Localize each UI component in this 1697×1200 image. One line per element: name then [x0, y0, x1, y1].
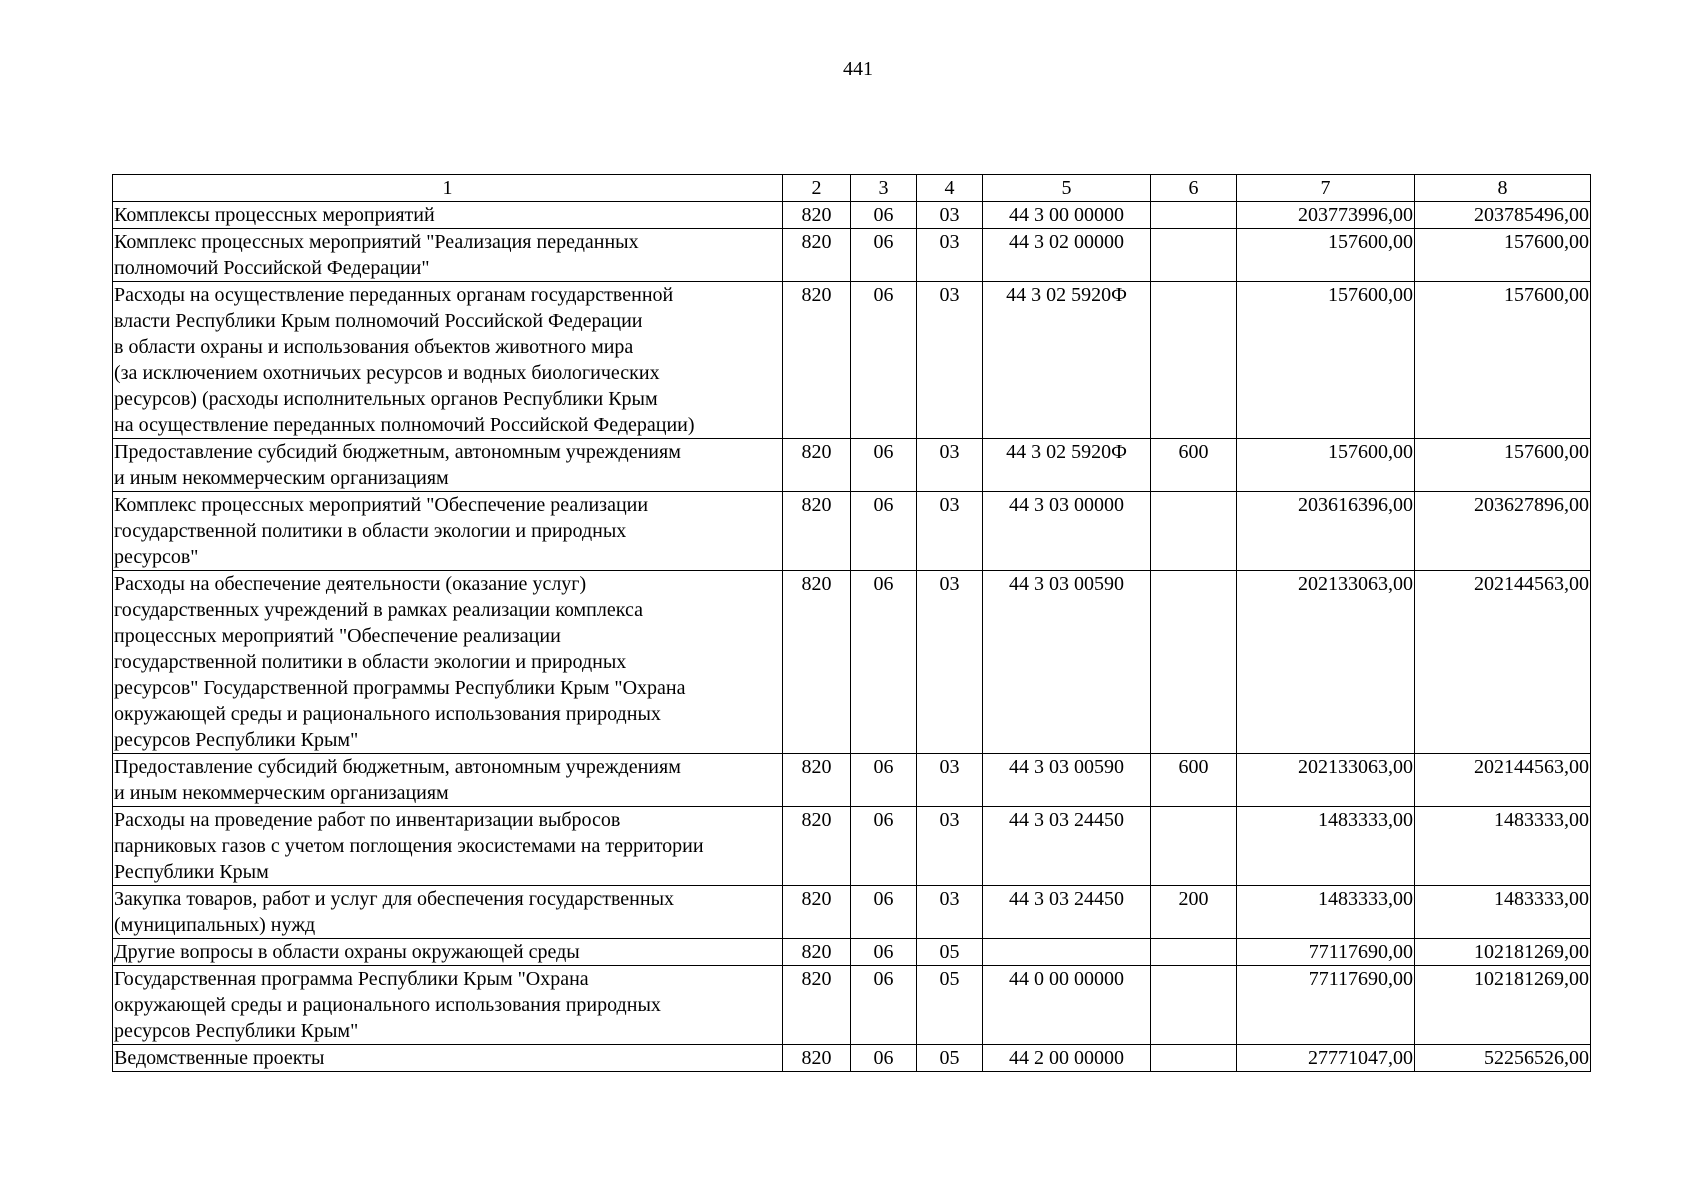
cell-name-line: в области охраны и использования объектов животного мира: [114, 336, 634, 358]
cell-code-4: 03: [917, 754, 983, 807]
cell-amount-8: 102181269,00: [1415, 939, 1591, 966]
cell-code-5: 44 3 00 00000: [983, 202, 1151, 229]
cell-name-line: Государственная программа Республики Крым "Охрана: [114, 968, 589, 990]
cell-name-line: и иным некоммерческим организациям: [114, 467, 449, 489]
cell-name: [113, 939, 783, 966]
page-number: 441: [843, 58, 873, 80]
column-header: 2: [783, 175, 851, 202]
cell-code-5: 44 3 02 5920Ф: [983, 282, 1151, 439]
cell-code-6: [1151, 492, 1237, 571]
cell-name-line: (за исключением охотничьих ресурсов и водных биологических: [114, 362, 660, 384]
cell-code-2: 820: [783, 571, 851, 754]
cell-code-5: 44 3 03 24450: [983, 807, 1151, 886]
cell-code-4: 03: [917, 571, 983, 754]
cell-name-line: Другие вопросы в области охраны окружающей среды: [114, 941, 580, 963]
cell-amount-8: 102181269,00: [1415, 966, 1591, 1045]
cell-code-2: 820: [783, 886, 851, 939]
cell-amount-8: 1483333,00: [1415, 807, 1591, 886]
cell-name-line: (муниципальных) нужд: [114, 914, 316, 936]
table-row: [113, 886, 1591, 939]
cell-name-line: Расходы на обеспечение деятельности (оказание услуг): [114, 573, 587, 595]
table-row: [113, 754, 1591, 807]
cell-code-5: 44 3 02 00000: [983, 229, 1151, 282]
cell-name: [113, 966, 783, 1045]
cell-code-6: [1151, 571, 1237, 754]
cell-name-line: Ведомственные проекты: [114, 1047, 325, 1069]
cell-code-3: 06: [851, 939, 917, 966]
cell-code-6: [1151, 807, 1237, 886]
cell-name-line: государственной политики в области экологии и природных: [114, 520, 627, 542]
cell-name: [113, 754, 783, 807]
cell-code-4: 05: [917, 939, 983, 966]
cell-code-3: 06: [851, 492, 917, 571]
table-row: [113, 439, 1591, 492]
cell-name-line: и иным некоммерческим организациям: [114, 782, 449, 804]
column-header: 3: [851, 175, 917, 202]
cell-code-4: 03: [917, 886, 983, 939]
table-row: [113, 202, 1591, 229]
cell-amount-7: 202133063,00: [1237, 571, 1415, 754]
cell-name-line: ресурсов": [114, 546, 199, 568]
cell-name-line: окружающей среды и рационального использования природных: [114, 703, 661, 725]
cell-name-line: полномочий Российской Федерации": [114, 257, 430, 279]
cell-code-3: 06: [851, 966, 917, 1045]
cell-code-6: [1151, 939, 1237, 966]
cell-code-3: 06: [851, 439, 917, 492]
table-row: [113, 807, 1591, 886]
cell-code-3: 06: [851, 282, 917, 439]
cell-name-line: Предоставление субсидий бюджетным, автономным учреждениям: [114, 756, 681, 778]
column-header: 1: [113, 175, 783, 202]
cell-amount-7: 77117690,00: [1237, 966, 1415, 1045]
cell-name-line: Предоставление субсидий бюджетным, автономным учреждениям: [114, 441, 681, 463]
cell-amount-8: 202144563,00: [1415, 571, 1591, 754]
column-header: 8: [1415, 175, 1591, 202]
cell-code-2: 820: [783, 229, 851, 282]
cell-amount-7: 1483333,00: [1237, 886, 1415, 939]
cell-code-3: 06: [851, 229, 917, 282]
cell-code-3: 06: [851, 754, 917, 807]
cell-name-line: Республики Крым: [114, 861, 269, 883]
header-row: [113, 175, 1591, 202]
cell-name: [113, 571, 783, 754]
cell-name-line: на осуществление переданных полномочий Российской Федерации): [114, 414, 695, 436]
cell-code-6: 200: [1151, 886, 1237, 939]
cell-code-2: 820: [783, 807, 851, 886]
cell-code-4: 03: [917, 202, 983, 229]
cell-amount-7: 77117690,00: [1237, 939, 1415, 966]
cell-code-3: 06: [851, 571, 917, 754]
cell-name: [113, 886, 783, 939]
cell-amount-7: 157600,00: [1237, 282, 1415, 439]
column-header: 4: [917, 175, 983, 202]
cell-amount-8: 157600,00: [1415, 439, 1591, 492]
cell-name: [113, 202, 783, 229]
cell-name-line: Комплексы процессных мероприятий: [114, 204, 435, 226]
cell-code-4: 03: [917, 492, 983, 571]
cell-code-4: 03: [917, 807, 983, 886]
cell-code-6: 600: [1151, 754, 1237, 807]
cell-amount-7: 27771047,00: [1237, 1045, 1415, 1072]
cell-name-line: ресурсов) (расходы исполнительных органов Республики Крым: [114, 388, 658, 410]
cell-name-line: Расходы на осуществление переданных органам государственной: [114, 284, 674, 306]
cell-name: [113, 807, 783, 886]
cell-code-5: 44 3 02 5920Ф: [983, 439, 1151, 492]
cell-name-line: Закупка товаров, работ и услуг для обеспечения государственных: [114, 888, 675, 910]
column-header: 7: [1237, 175, 1415, 202]
cell-name: [113, 229, 783, 282]
cell-code-5: 44 3 03 24450: [983, 886, 1151, 939]
table-row: [113, 282, 1591, 439]
cell-code-2: 820: [783, 439, 851, 492]
column-header: 6: [1151, 175, 1237, 202]
cell-name: [113, 282, 783, 439]
cell-name: [113, 492, 783, 571]
cell-name-line: государственной политики в области экологии и природных: [114, 651, 627, 673]
cell-code-2: 820: [783, 202, 851, 229]
cell-amount-7: 203773996,00: [1237, 202, 1415, 229]
cell-amount-8: 157600,00: [1415, 229, 1591, 282]
cell-code-2: 820: [783, 1045, 851, 1072]
cell-code-6: [1151, 282, 1237, 439]
cell-code-3: 06: [851, 1045, 917, 1072]
cell-code-5: 44 3 03 00000: [983, 492, 1151, 571]
cell-name-line: процессных мероприятий "Обеспечение реализации: [114, 625, 561, 647]
table-body: [113, 202, 1591, 1072]
cell-name-line: власти Республики Крым полномочий Российской Федерации: [114, 310, 643, 332]
table-row: [113, 229, 1591, 282]
cell-amount-8: 203627896,00: [1415, 492, 1591, 571]
cell-name-line: ресурсов Республики Крым": [114, 1020, 359, 1042]
cell-code-3: 06: [851, 807, 917, 886]
cell-code-4: 05: [917, 1045, 983, 1072]
cell-name-line: Комплекс процессных мероприятий "Реализация переданных: [114, 231, 639, 253]
cell-amount-8: 52256526,00: [1415, 1045, 1591, 1072]
cell-name-line: ресурсов" Государственной программы Республики Крым "Охрана: [114, 677, 686, 699]
cell-code-5: 44 0 00 00000: [983, 966, 1151, 1045]
cell-code-3: 06: [851, 202, 917, 229]
cell-name: [113, 439, 783, 492]
cell-code-5: [983, 939, 1151, 966]
cell-amount-8: 203785496,00: [1415, 202, 1591, 229]
cell-amount-8: 1483333,00: [1415, 886, 1591, 939]
cell-code-6: [1151, 202, 1237, 229]
table-row: [113, 492, 1591, 571]
cell-code-4: 05: [917, 966, 983, 1045]
cell-code-6: [1151, 1045, 1237, 1072]
cell-amount-7: 157600,00: [1237, 439, 1415, 492]
cell-code-2: 820: [783, 754, 851, 807]
table-row: [113, 966, 1591, 1045]
cell-name-line: парниковых газов с учетом поглощения экосистемами на территории: [114, 835, 704, 857]
cell-code-2: 820: [783, 939, 851, 966]
cell-amount-7: 203616396,00: [1237, 492, 1415, 571]
cell-code-2: 820: [783, 282, 851, 439]
cell-amount-7: 1483333,00: [1237, 807, 1415, 886]
cell-amount-8: 157600,00: [1415, 282, 1591, 439]
cell-amount-7: 157600,00: [1237, 229, 1415, 282]
cell-name-line: окружающей среды и рационального использования природных: [114, 994, 661, 1016]
cell-code-6: [1151, 966, 1237, 1045]
cell-name-line: государственных учреждений в рамках реализации комплекса: [114, 599, 643, 621]
cell-code-4: 03: [917, 229, 983, 282]
cell-name-line: Расходы на проведение работ по инвентаризации выбросов: [114, 809, 621, 831]
cell-code-6: 600: [1151, 439, 1237, 492]
cell-code-2: 820: [783, 492, 851, 571]
budget-table: [112, 174, 1591, 1072]
cell-code-6: [1151, 229, 1237, 282]
column-header: 5: [983, 175, 1151, 202]
cell-code-5: 44 2 00 00000: [983, 1045, 1151, 1072]
cell-amount-7: 202133063,00: [1237, 754, 1415, 807]
cell-code-2: 820: [783, 966, 851, 1045]
cell-amount-8: 202144563,00: [1415, 754, 1591, 807]
table-row: [113, 1045, 1591, 1072]
cell-code-4: 03: [917, 282, 983, 439]
cell-code-3: 06: [851, 886, 917, 939]
cell-name-line: ресурсов Республики Крым": [114, 729, 359, 751]
table-row: [113, 571, 1591, 754]
cell-code-5: 44 3 03 00590: [983, 571, 1151, 754]
cell-code-4: 03: [917, 439, 983, 492]
cell-code-5: 44 3 03 00590: [983, 754, 1151, 807]
cell-name-line: Комплекс процессных мероприятий "Обеспечение реализации: [114, 494, 649, 516]
cell-name: [113, 1045, 783, 1072]
table-row: [113, 939, 1591, 966]
